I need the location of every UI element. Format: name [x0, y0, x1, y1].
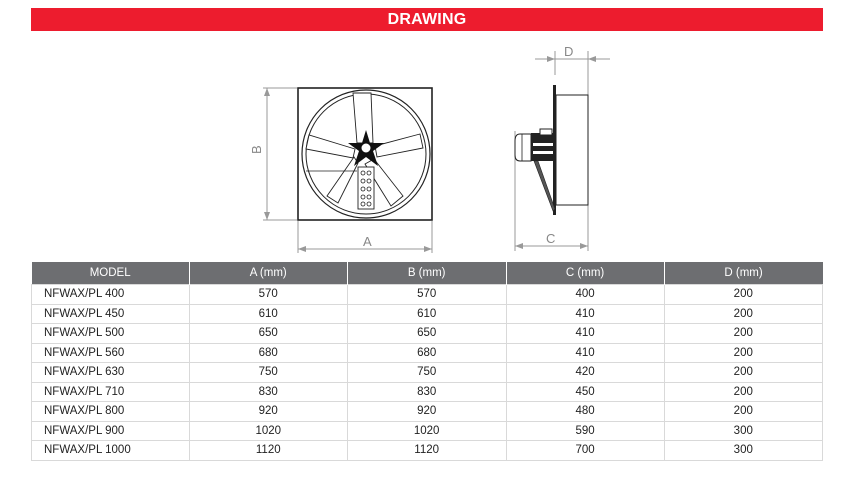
cell-d: 300 [664, 441, 822, 461]
cell-b: 750 [347, 363, 506, 383]
table-row [32, 324, 823, 344]
dimensions-table [31, 262, 823, 461]
cell-b: 680 [347, 343, 506, 363]
cell-a: 920 [189, 402, 347, 422]
cell-model: NFWAX/PL 400 [32, 285, 190, 305]
column-header-d: D (mm) [664, 262, 822, 285]
cell-b: 830 [347, 382, 506, 402]
cell-model: NFWAX/PL 630 [32, 363, 190, 383]
table-row [32, 363, 823, 383]
cell-a: 1020 [189, 421, 347, 441]
cell-d: 200 [664, 324, 822, 344]
cell-a: 610 [189, 304, 347, 324]
dimension-d-label: D [564, 44, 574, 59]
table-row [32, 441, 823, 461]
cell-a: 650 [189, 324, 347, 344]
column-header-model: MODEL [32, 262, 190, 285]
table-row [32, 343, 823, 363]
table-row [32, 304, 823, 324]
cell-a: 830 [189, 382, 347, 402]
cell-c: 420 [506, 363, 664, 383]
section-title: DRAWING [387, 11, 467, 28]
cell-model: NFWAX/PL 1000 [32, 441, 190, 461]
cell-c: 410 [506, 324, 664, 344]
table-header-row [32, 262, 823, 285]
cell-a: 750 [189, 363, 347, 383]
dimension-a-label: A [363, 234, 372, 249]
cell-model: NFWAX/PL 800 [32, 402, 190, 422]
cell-b: 1020 [347, 421, 506, 441]
cell-d: 200 [664, 304, 822, 324]
cell-b: 570 [347, 285, 506, 305]
cell-a: 680 [189, 343, 347, 363]
cell-model: NFWAX/PL 500 [32, 324, 190, 344]
table-row [32, 382, 823, 402]
cell-c: 410 [506, 343, 664, 363]
cell-c: 590 [506, 421, 664, 441]
table-row [32, 421, 823, 441]
cell-a: 1120 [189, 441, 347, 461]
cell-model: NFWAX/PL 900 [32, 421, 190, 441]
cell-b: 610 [347, 304, 506, 324]
cell-model: NFWAX/PL 450 [32, 304, 190, 324]
cell-model: NFWAX/PL 710 [32, 382, 190, 402]
cell-c: 480 [506, 402, 664, 422]
cell-c: 700 [506, 441, 664, 461]
column-header-c: C (mm) [506, 262, 664, 285]
cell-d: 200 [664, 363, 822, 383]
column-header-a: A (mm) [189, 262, 347, 285]
fan-side-view-diagram [500, 31, 610, 261]
cell-b: 650 [347, 324, 506, 344]
cell-b: 1120 [347, 441, 506, 461]
cell-model: NFWAX/PL 560 [32, 343, 190, 363]
cell-b: 920 [347, 402, 506, 422]
dimension-b-label: B [249, 145, 264, 154]
cell-a: 570 [189, 285, 347, 305]
column-header-b: B (mm) [347, 262, 506, 285]
cell-c: 400 [506, 285, 664, 305]
fan-front-view-diagram [245, 31, 445, 261]
cell-d: 200 [664, 285, 822, 305]
cell-d: 200 [664, 402, 822, 422]
cell-c: 410 [506, 304, 664, 324]
section-banner [31, 8, 823, 31]
cell-d: 300 [664, 421, 822, 441]
dimension-c-label: C [546, 231, 556, 246]
table-row [32, 285, 823, 305]
cell-d: 200 [664, 343, 822, 363]
cell-d: 200 [664, 382, 822, 402]
cell-c: 450 [506, 382, 664, 402]
table-row [32, 402, 823, 422]
technical-drawing [0, 31, 860, 261]
